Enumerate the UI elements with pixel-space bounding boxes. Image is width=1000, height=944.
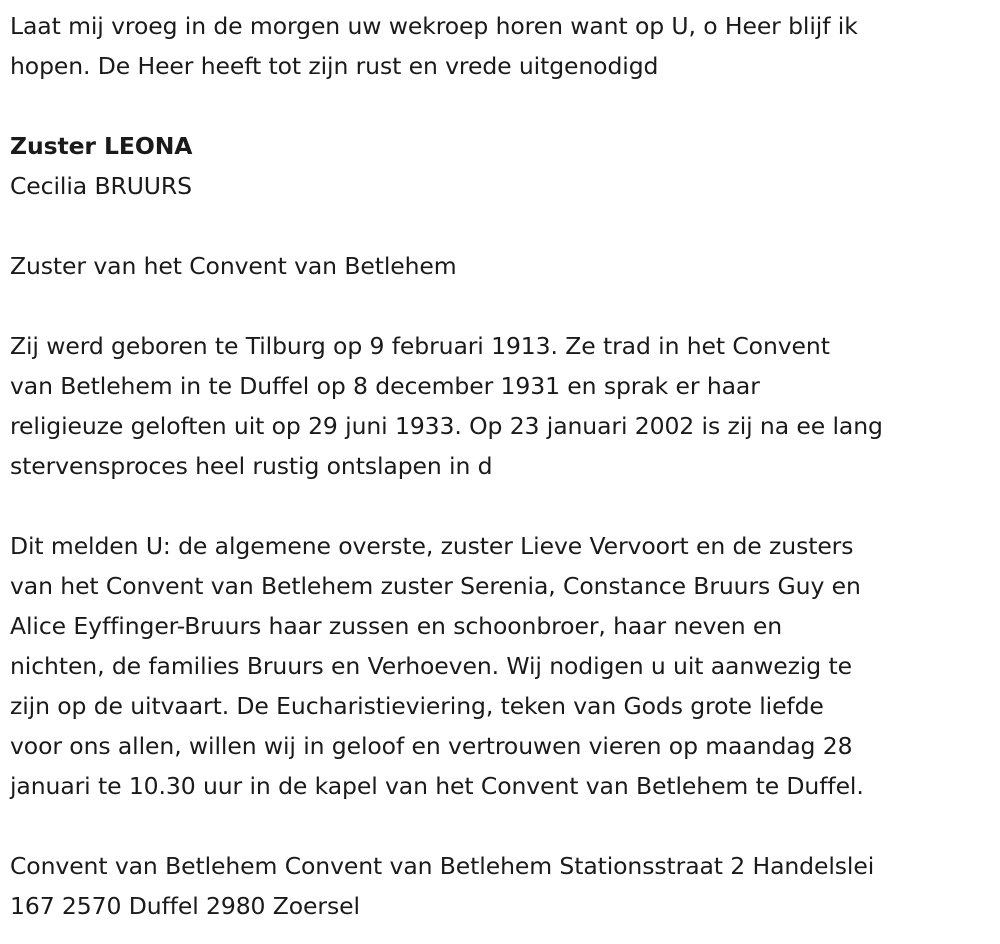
paragraph-spacer [10, 206, 995, 246]
announcement-line: nichten, de families Bruurs en Verhoeven. Wij nodigen u uit aanwezig te [10, 652, 852, 680]
address-paragraph [10, 846, 995, 926]
motto-paragraph [10, 6, 995, 86]
civil-name: Cecilia BRUURS [10, 172, 192, 200]
announcement-paragraph [10, 526, 995, 806]
biography-paragraph [10, 326, 995, 486]
announcement-line: zijn op de uitvaart. De Eucharistieviering, teken van Gods grote liefde [10, 692, 824, 720]
obituary-document [10, 6, 995, 926]
announcement-line: van het Convent van Betlehem zuster Serenia, Constance Bruurs Guy en [10, 572, 861, 600]
address-line: 167 2570 Duffel 2980 Zoersel [10, 892, 360, 920]
biography-line: stervensproces heel rustig ontslapen in d [10, 452, 493, 480]
motto-line: hopen. De Heer heeft tot zijn rust en vrede uitgenodigd [10, 52, 659, 80]
announcement-line: voor ons allen, willen wij in geloof en vertrouwen vieren op maandag 28 [10, 732, 853, 760]
announcement-line: Alice Eyffinger-Bruurs haar zussen en schoonbroer, haar neven en [10, 612, 783, 640]
paragraph-spacer [10, 286, 995, 326]
biography-line: Zij werd geboren te Tilburg op 9 februari 1913. Ze trad in het Convent [10, 332, 830, 360]
affiliation: Zuster van het Convent van Betlehem [10, 252, 457, 280]
paragraph-spacer [10, 86, 995, 126]
biography-line: van Betlehem in te Duffel op 8 december 1931 en sprak er haar [10, 372, 760, 400]
religious-name-heading: Zuster LEONA [10, 132, 193, 160]
announcement-line: januari te 10.30 uur in de kapel van het Convent van Betlehem te Duffel. [10, 772, 864, 800]
address-line: Convent van Betlehem Convent van Betlehem Stationsstraat 2 Handelslei [10, 852, 875, 880]
paragraph-spacer [10, 806, 995, 846]
paragraph-spacer [10, 486, 995, 526]
biography-line: religieuze geloften uit op 29 juni 1933. Op 23 januari 2002 is zij na ee lang [10, 412, 883, 440]
announcement-line: Dit melden U: de algemene overste, zuster Lieve Vervoort en de zusters [10, 532, 854, 560]
motto-line: Laat mij vroeg in de morgen uw wekroep horen want op U, o Heer blijf ik [10, 12, 858, 40]
